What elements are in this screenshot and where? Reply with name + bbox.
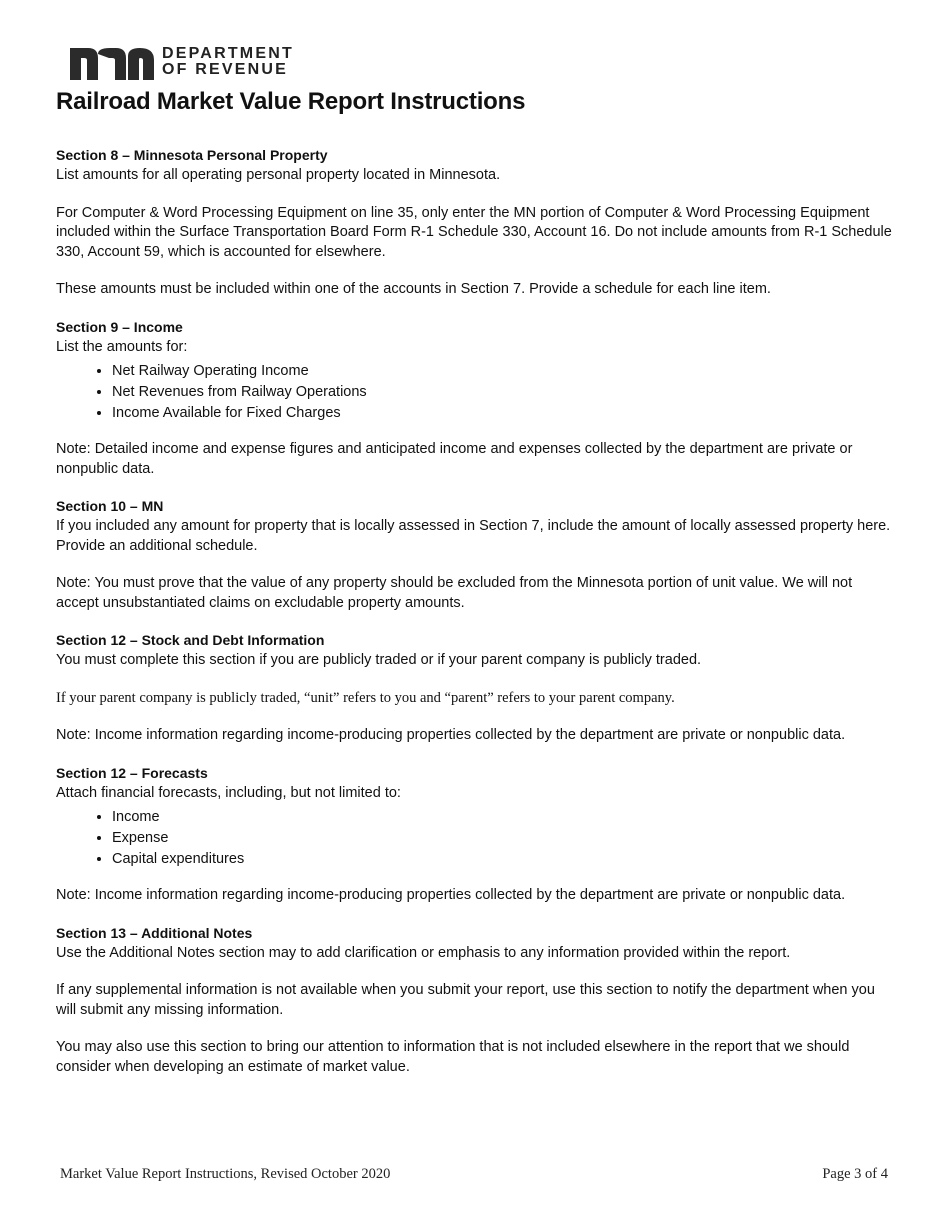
note <box>56 440 896 479</box>
bullet-list <box>56 807 896 870</box>
footer-document-name: Market Value Report Instructions, Revised October 2020 <box>60 1166 391 1182</box>
section-13 <box>56 924 896 1078</box>
paragraph: If any supplemental information is not available when you submit your report, use this section to notify the department when you will submit any missing information. <box>56 982 875 1018</box>
note <box>56 886 896 906</box>
paragraph: Attach financial forecasts, including, but not limited to: <box>56 784 401 801</box>
department-logo <box>70 44 294 80</box>
bullet-list <box>56 361 896 424</box>
note-label: Note: <box>56 887 91 903</box>
section-12-forecasts <box>56 764 896 906</box>
section-heading: Section 12 – Stock and Debt Information <box>56 632 325 648</box>
note-text: You must prove that the value of any property should be excluded from the Minnesota portion of unit value. We will not accept unsubstantiated claims on excludable property amounts. <box>56 575 853 611</box>
section-heading: Section 9 – Income <box>56 318 183 335</box>
paragraph: Use the Additional Notes section may to add clarification or emphasis to any information provided within the report. <box>56 944 791 961</box>
section-10 <box>56 497 896 613</box>
footer-page-number: Page 3 of 4 <box>822 1166 888 1182</box>
list-item: • Capital expenditures <box>112 849 896 870</box>
list-item: • Income <box>112 807 896 828</box>
paragraph: If your parent company is publicly traded, “unit” refers to you and “parent” refers to your parent company. <box>56 689 675 706</box>
paragraph: These amounts must be included within one of the accounts in Section 7. Provide a schedule for each line item. <box>56 281 771 297</box>
logo-wordmark <box>162 46 294 78</box>
section-heading: Section 13 – Additional Notes <box>56 924 253 941</box>
paragraph: For Computer & Word Processing Equipment on line 35, only enter the MN portion of Computer & Word Processing Equipment included within the Surface Transportation Board Form R-1 Schedule 330, Account 16. Do not include amounts from R-1 Schedule 330, Account 59, which is accounted for elsewhere. <box>56 204 892 260</box>
section-heading: Section 12 – Forecasts <box>56 764 208 781</box>
note <box>56 726 896 746</box>
page-footer <box>60 1166 888 1183</box>
paragraph: You may also use this section to bring our attention to information that is not included elsewhere in the report that we should consider when developing an estimate of market value. <box>56 1039 850 1075</box>
list-item: • Expense <box>112 828 896 849</box>
list-item: • Net Revenues from Railway Operations <box>112 382 896 403</box>
note <box>56 574 896 613</box>
note-text: Income information regarding income-producing properties collected by the department are private or nonpublic data. <box>94 727 846 743</box>
note-label: Note: <box>56 727 91 743</box>
paragraph: If you included any amount for property that is locally assessed in Section 7, include the amount of locally assessed property here. Provide an additional schedule. <box>56 518 891 554</box>
list-item: • Net Railway Operating Income <box>112 361 896 382</box>
note-text: Detailed income and expense figures and anticipated income and expenses collected by the department are private or nonpublic data. <box>56 441 853 477</box>
paragraph: List the amounts for: <box>56 338 188 355</box>
document-body <box>56 146 896 1095</box>
section-heading: Section 8 – Minnesota Personal Property <box>56 147 328 163</box>
mn-logo-icon <box>70 44 154 80</box>
list-item: • Income Available for Fixed Charges <box>112 403 896 424</box>
page-title: Railroad Market Value Report Instructions <box>56 88 526 115</box>
paragraph: You must complete this section if you are publicly traded or if your parent company is publicly traded. <box>56 652 702 668</box>
note-label: Note: <box>56 575 91 591</box>
logo-line-1: DEPARTMENT <box>162 45 294 62</box>
section-9 <box>56 318 896 480</box>
note-label: Note: <box>56 441 91 457</box>
section-12-stock-debt <box>56 631 896 746</box>
logo-line-2: OF REVENUE <box>162 61 289 78</box>
note-text: Income information regarding income-producing properties collected by the department are private or nonpublic data. <box>94 887 846 903</box>
section-heading: Section 10 – MN <box>56 498 164 514</box>
section-8 <box>56 146 896 300</box>
paragraph: List amounts for all operating personal property located in Minnesota. <box>56 167 501 183</box>
